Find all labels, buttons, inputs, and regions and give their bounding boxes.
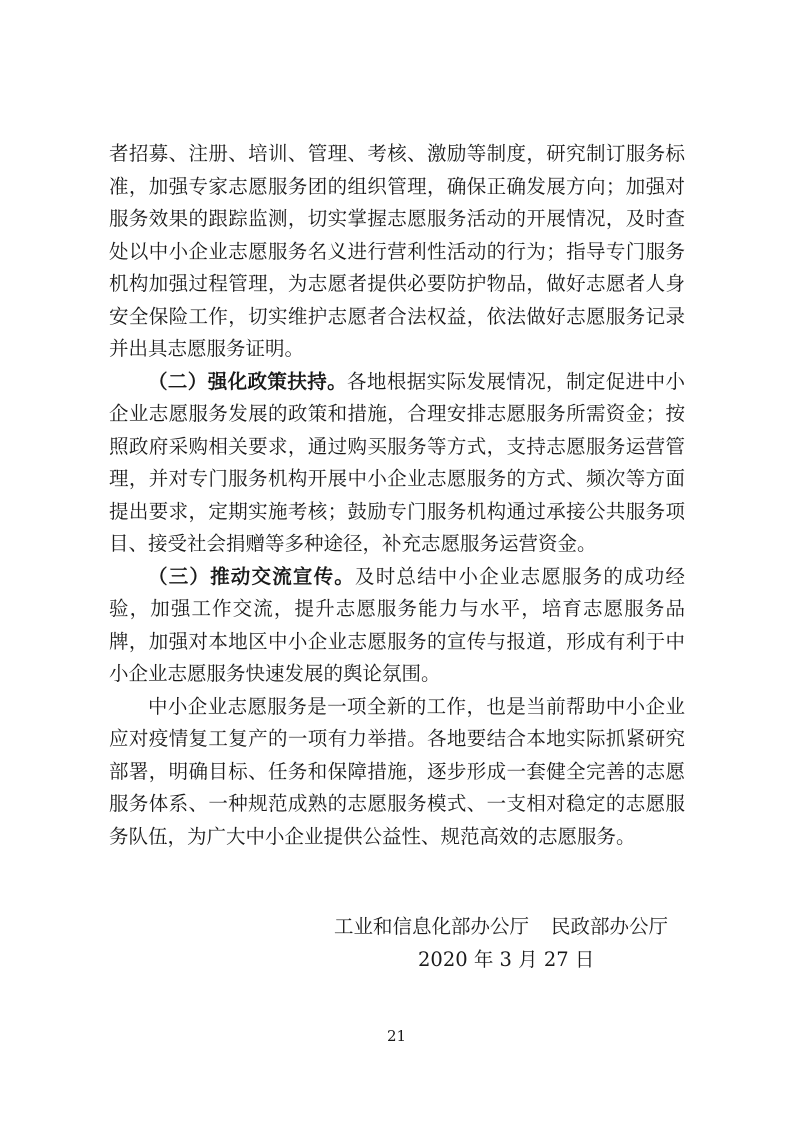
signature-org-miit: 工业和信息化部办公厅: [334, 915, 530, 938]
paragraph-text: 及时总结中小企业志愿服务的成功经验，加强工作交流，提升志愿服务能力与水平，培育志愿服务品牌，加强对本地区中小企业志愿服务的宣传与报道，形成有利于中小企业志愿服务快速发展的舆论氛围。: [109, 564, 685, 685]
page-number: 21: [386, 1027, 407, 1045]
paragraph-conclusion: [109, 691, 685, 854]
section-heading-policy-support: （二）强化政策扶持。: [148, 369, 348, 393]
paragraph-text: 者招募、注册、培训、管理、考核、激励等制度，研究制订服务标准，加强专家志愿服务团的组织管理，确保正确发展方向；加强对服务效果的跟踪监测，切实掌握志愿服务活动的开展情况，及时查处以中小企业志愿服务名义进行营利性活动的行为；指导专门服务机构加强过程管理，为志愿者提供必要防护物品，做好志愿者人身安全保险工作，切实维护志愿者合法权益，依法做好志愿服务记录并出具志愿服务证明。: [109, 142, 685, 360]
paragraph-exchange-publicity: [109, 561, 685, 691]
signature-org-mca: 民政部办公厅: [551, 915, 669, 938]
signature-date: 2020 年 3 月 27 日: [418, 948, 595, 971]
paragraph-text: 中小企业志愿服务是一项全新的工作，也是当前帮助中小企业应对疫情复工复产的一项有力举措。各地要结合本地实际抓紧研究部署，明确目标、任务和保障措施，逐步形成一套健全完善的志愿服务体系、一种规范成熟的志愿服务模式、一支相对稳定的志愿服务队伍，为广大中小企业提供公益性、规范高效的志愿服务。: [109, 694, 685, 848]
paragraph-continuation: [109, 138, 685, 366]
paragraph-policy-support: [109, 366, 685, 561]
signature-organizations: [334, 912, 668, 942]
paragraph-text: 各地根据实际发展情况，制定促进中小企业志愿服务发展的政策和措施，合理安排志愿服务所需资金；按照政府采购相关要求，通过购买服务等方式，支持志愿服务运营管理，并对专门服务机构开展中小企业志愿服务的方式、频次等方面提出要求，定期实施考核；鼓励专门服务机构通过承接公共服务项目、接受社会捐赠等多种途径，补充志愿服务运营资金。: [109, 369, 685, 555]
section-heading-exchange-publicity: （三）推动交流宣传。: [148, 564, 355, 588]
document-body: [109, 138, 685, 853]
